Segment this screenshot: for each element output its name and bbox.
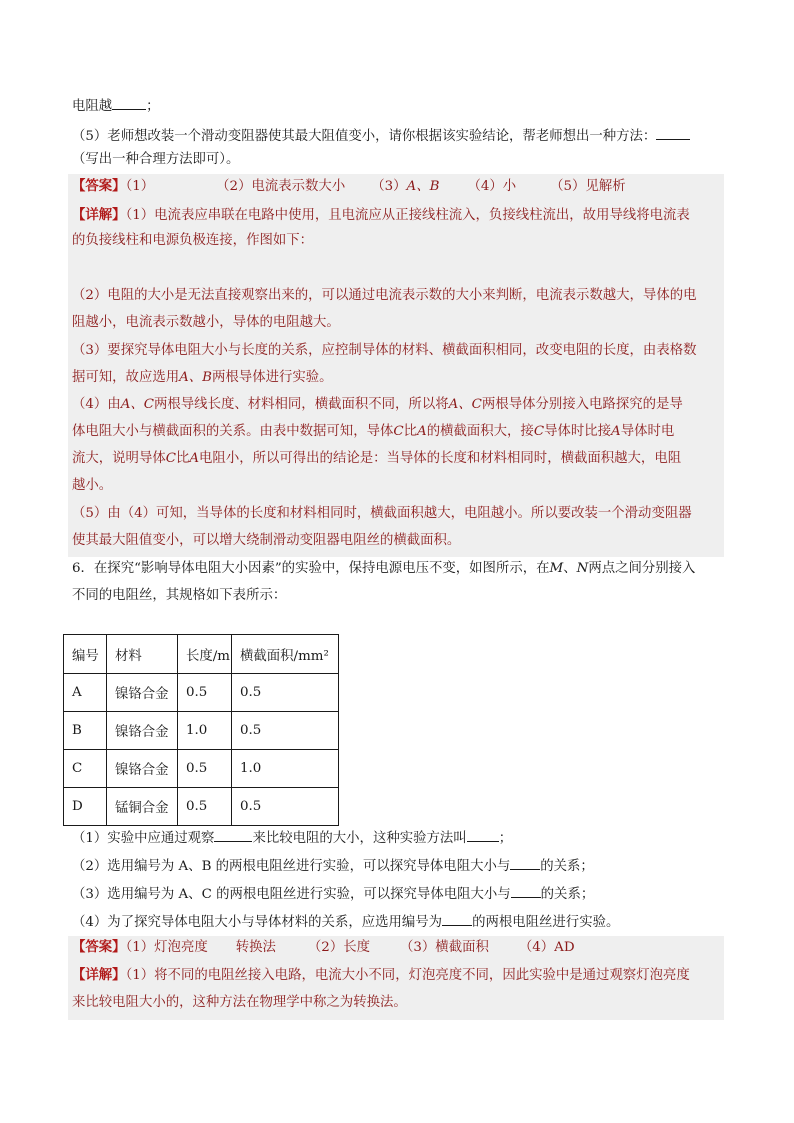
var: N	[576, 561, 589, 576]
text: 两点之间分别接入	[588, 561, 696, 576]
table-row	[64, 788, 339, 826]
answer-part-2: （2）长度	[307, 940, 370, 955]
table-cell: 0.5	[178, 674, 232, 712]
table-cell: C	[64, 750, 107, 788]
q5-line-1	[72, 96, 160, 116]
q6-sub-3	[72, 884, 594, 904]
text: 比	[175, 451, 190, 466]
answer-blank	[510, 856, 540, 870]
text: （3）选用编号为 A、C 的两根电阻丝进行实验，可以探究导体电阻大小与	[72, 887, 511, 902]
table-cell: 镍铬合金	[107, 712, 178, 750]
answer-part-1b: 转换法	[235, 940, 276, 955]
q5-line-3: （写出一种合理方法即可）。	[72, 152, 240, 167]
text: （1）将不同的电阻丝接入电路，电流大小不同，灯泡亮度不同，因此实验中是通过观察灯泡亮度	[125, 968, 690, 983]
answer-part-3: （3）	[371, 179, 407, 194]
detail-q5-p3b	[72, 369, 333, 387]
table-row	[64, 750, 339, 788]
table-cell: 1.0	[178, 712, 232, 750]
spec-table	[63, 634, 339, 826]
detail-q5-p4d: 越小。	[72, 478, 113, 493]
var: A、C	[448, 397, 482, 412]
q6-sub-4	[72, 912, 619, 932]
q5-line-2	[72, 126, 690, 146]
detail-q5-p4c	[72, 450, 681, 468]
detail-q5-p2a: （2）电阻的大小是无法直接观察出来的，可以通过电流表示数的大小来判断，电流表示数越大，导体的电	[72, 288, 697, 303]
q6-line-1	[72, 560, 695, 578]
text: 导体时电	[620, 424, 675, 439]
detail-q5-p3a: （3）要探究导体电阻大小与长度的关系，应控制导体的材料、横截面积相同，改变电阻的长度，由表格数	[72, 343, 697, 358]
answer-part-2: （2）电流表示数大小	[216, 179, 346, 194]
answer-part-3-vars: A、B	[406, 179, 440, 194]
answer-blank	[112, 96, 146, 110]
text: 的关系；	[540, 859, 594, 874]
table-header: 编号	[64, 635, 107, 674]
var: C	[533, 424, 545, 439]
table-cell: 镍铬合金	[107, 750, 178, 788]
table-header: 横截面积/mm²	[232, 635, 339, 674]
q6-sub-2	[72, 856, 594, 876]
text: 的两根电阻丝进行实验。	[472, 915, 620, 930]
text: ；	[146, 99, 160, 114]
answer-tag: 【答案】	[72, 939, 126, 955]
detail-q5-p5b: 使其最大阻值变小，可以增大绕制滑动变阻器电阻丝的横截面积。	[72, 533, 461, 548]
q6-line-2: 不同的电阻丝，其规格如下表所示：	[72, 588, 287, 603]
text: 的横截面积大，接	[426, 424, 534, 439]
text: 流大，说明导体	[72, 451, 166, 466]
answer-part-3: （3）横截面积	[400, 940, 489, 955]
answer-part-4: （4）小	[467, 179, 517, 194]
var: A、B	[179, 370, 213, 385]
var: M	[549, 561, 564, 576]
detail-q5-p4a	[72, 396, 683, 414]
text: （1）电流表应串联在电路中使用，且电流应从正接线柱流入，负接线柱流出，故用导线将电流表	[125, 208, 690, 223]
answer-line-q6	[72, 938, 575, 957]
detail-tag: 【详解】	[72, 207, 126, 223]
table-cell: 镍铬合金	[107, 674, 178, 712]
text: 电阻小，所以可得出的结论是：当导体的长度和材料相同时，横截面积越大，电阻	[199, 451, 682, 466]
text: （1）实验中应通过观察	[72, 831, 215, 846]
var: A、C	[120, 397, 155, 412]
detail-q5-p4b	[72, 423, 674, 441]
var: A	[189, 451, 200, 466]
table-row	[64, 712, 339, 750]
text: 、	[563, 561, 577, 576]
table-cell: 0.5	[232, 674, 339, 712]
table-header: 材料	[107, 635, 178, 674]
detail-q5-p1b: 的负接线柱和电源负极连接，作图如下：	[72, 233, 314, 248]
text: （4）由	[72, 397, 121, 412]
table-header: 长度/m	[178, 635, 232, 674]
table-cell: A	[64, 674, 107, 712]
table-cell: 0.5	[178, 788, 232, 826]
table-cell: 0.5	[232, 788, 339, 826]
answer-blank	[511, 884, 541, 898]
answer-part-5: （5）见解析	[550, 179, 626, 194]
text: 比	[403, 424, 418, 439]
text: 导体时比接	[544, 424, 612, 439]
detail-q6-l1	[72, 966, 690, 985]
q6-sub-1	[72, 828, 512, 848]
table-cell: 锰铜合金	[107, 788, 178, 826]
text: 的关系；	[540, 887, 595, 902]
text: 两根导体进行实验。	[212, 370, 333, 385]
var: A	[611, 424, 621, 439]
table-cell: D	[64, 788, 107, 826]
answer-part-1: （1）	[125, 179, 155, 194]
answer-part-4: （4）AD	[518, 940, 575, 955]
answer-tag: 【答案】	[72, 178, 126, 194]
table-header-row	[64, 635, 339, 674]
answer-line-q5	[72, 177, 626, 196]
var: A	[417, 424, 427, 439]
detail-q6-l2: 来比较电阻大小的，这种方法在物理学中称之为转换法。	[72, 995, 407, 1010]
text: 电阻越	[72, 99, 113, 114]
text: （5）老师想改装一个滑动变阻器使其最大阻值变小，请你根据该实验结论，帮老师想出一种方法：	[72, 129, 657, 144]
text: 来比较电阻的大小，这种实验方法叫	[252, 831, 467, 846]
text: （4）为了探究导体电阻大小与导体材料的关系，应选用编号为	[72, 915, 443, 930]
answer-blank	[442, 912, 472, 926]
table-row	[64, 674, 339, 712]
answer-blank	[214, 828, 252, 842]
detail-q5-p1a	[72, 206, 690, 225]
text: 6．在探究“影响导体电阻大小因素”的实验中，保持电源电压不变，如图所示，在	[72, 561, 550, 576]
text: 两根导体分别接入电路探究的是导	[481, 397, 683, 412]
table-cell: 1.0	[232, 750, 339, 788]
var: C	[393, 424, 404, 439]
table-cell: 0.5	[232, 712, 339, 750]
answer-blank	[656, 126, 690, 140]
table-cell: 0.5	[178, 750, 232, 788]
text: 据可知，故应选用	[72, 370, 180, 385]
text: ；	[498, 831, 513, 846]
text: 两根导线长度、材料相同，横截面积不同，所以将	[154, 397, 449, 412]
text: 体电阻大小与横截面积的关系。由表中数据可知，导体	[72, 424, 394, 439]
text: （2）选用编号为 A、B 的两根电阻丝进行实验，可以探究导体电阻大小与	[72, 859, 511, 874]
detail-q5-p2b: 阻越小，电流表示数越小，导体的电阻越大。	[72, 315, 340, 330]
detail-q5-p5a: （5）由（4）可知，当导体的长度和材料相同时，横截面积越大，电阻越小。所以要改装一个滑动变阻器	[72, 506, 692, 521]
var: C	[165, 451, 176, 466]
table-cell: B	[64, 712, 107, 750]
answer-part-1: （1）灯泡亮度	[125, 940, 208, 955]
detail-tag: 【详解】	[72, 967, 126, 983]
answer-blank	[467, 828, 499, 842]
